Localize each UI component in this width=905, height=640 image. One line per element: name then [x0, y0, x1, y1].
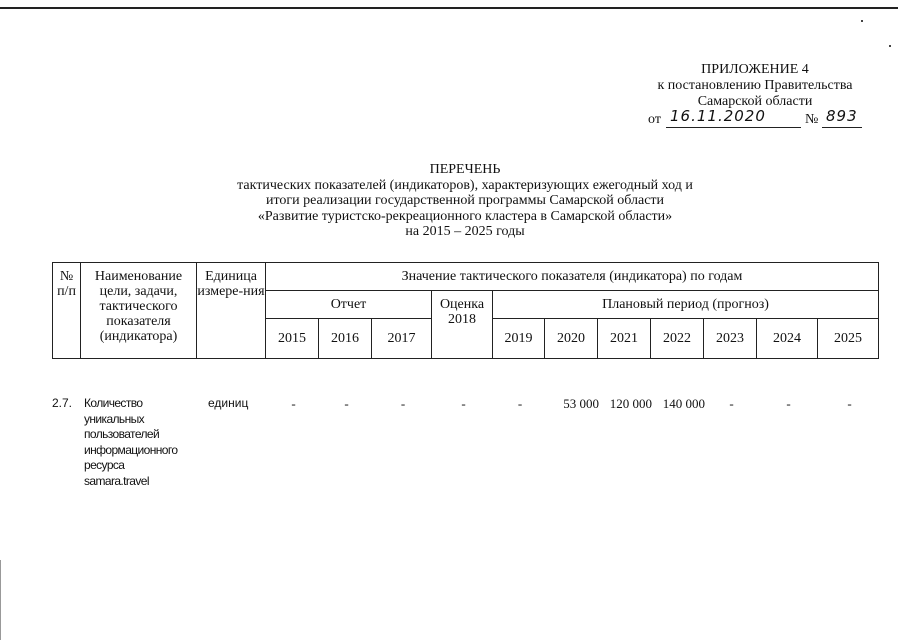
row-name-line: Количество	[84, 396, 143, 410]
appendix-block	[630, 62, 880, 130]
header-year: 2019	[493, 319, 545, 359]
header-col-number: № п/п	[53, 263, 81, 359]
header-year: 2022	[651, 319, 704, 359]
appendix-title: ПРИЛОЖЕНИЕ 4	[701, 62, 809, 77]
appendix-line: к постановлению Правительства	[657, 78, 853, 93]
row-value-2019: -	[517, 396, 523, 411]
indicators-table-header	[52, 262, 879, 359]
title-line: на 2015 – 2025 годы	[405, 224, 525, 239]
indicators-table-body	[52, 396, 880, 489]
row-name-line: samara.travel	[84, 473, 149, 488]
table-row	[52, 396, 880, 489]
row-value-2021: 120 000	[609, 396, 652, 411]
title-line: итоги реализации государственной программы Самарской области	[265, 193, 665, 208]
header-year: 2023	[704, 319, 757, 359]
scan-top-border	[0, 7, 898, 9]
row-unit: единиц	[208, 396, 249, 410]
appendix-line: Самарской области	[697, 94, 813, 109]
header-col-name: Наименование цели, задачи, тактического показателя (индикатора)	[81, 263, 197, 359]
row-name-line: ресурса	[84, 458, 125, 472]
scan-left-edge	[0, 560, 1, 640]
header-col-unit: Единица измере-ния	[197, 263, 266, 359]
header-year: 2017	[372, 319, 432, 359]
row-value-2023: -	[729, 396, 734, 411]
row-name	[82, 396, 198, 489]
appendix-date-line	[630, 107, 880, 130]
date-underline	[666, 127, 801, 128]
header-group-estimate: Оценка 2018	[432, 291, 493, 359]
title-line: «Развитие туристско-рекреационного кластера в Самарской области»	[257, 208, 673, 224]
row-number: 2.7.	[52, 396, 73, 410]
row-name-line: пользователей	[84, 427, 160, 441]
row-value-2024: -	[786, 396, 791, 411]
title-heading: ПЕРЕЧЕНЬ	[429, 162, 501, 177]
document-title	[200, 162, 730, 240]
handwritten-date: 16.11.2020	[670, 107, 766, 125]
handwritten-number: 893	[826, 107, 858, 125]
scan-speck	[889, 45, 891, 47]
row-value-2025: -	[847, 396, 852, 411]
row-name-line: информационного	[84, 442, 178, 457]
row-value-2018: -	[461, 396, 466, 411]
header-year: 2024	[757, 319, 818, 359]
row-value-2016: -	[344, 396, 349, 411]
header-group-plan: Плановый период (прогноз)	[493, 291, 879, 319]
header-col-values: Значение тактического показателя (индикатора) по годам	[266, 263, 879, 291]
row-value-2020: 53 000	[563, 396, 599, 411]
header-year: 2025	[818, 319, 879, 359]
header-year: 2015	[266, 319, 319, 359]
scan-speck	[861, 20, 863, 22]
header-year: 2021	[598, 319, 651, 359]
row-value-2017: -	[400, 396, 406, 411]
title-line: тактических показателей (индикаторов), характеризующих ежегодный ход и	[237, 177, 693, 193]
header-group-report: Отчет	[266, 291, 432, 319]
header-year: 2020	[545, 319, 598, 359]
header-year: 2016	[319, 319, 372, 359]
row-value-2015: -	[291, 396, 296, 411]
number-underline	[822, 127, 862, 128]
row-name-line: уникальных	[84, 411, 145, 426]
row-value-2022: 140 000	[662, 396, 705, 411]
date-prefix: от	[648, 112, 661, 127]
number-prefix: №	[805, 112, 819, 127]
